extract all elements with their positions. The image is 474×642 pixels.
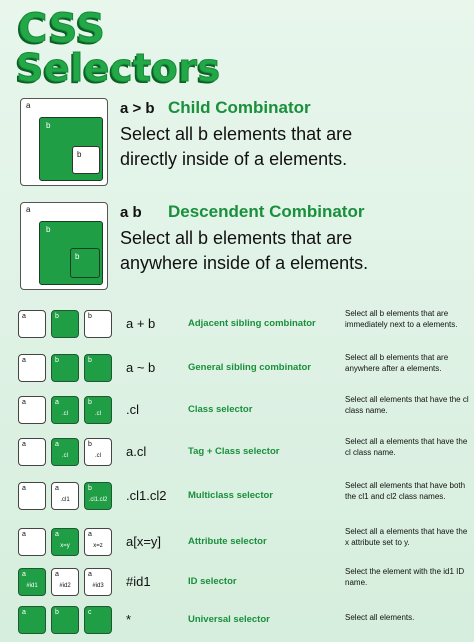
title-line-1: CSS <box>18 6 106 52</box>
row-name: ID selector <box>188 576 237 587</box>
row-selector: a + b <box>126 316 156 331</box>
example-box: a .cl1 <box>51 482 79 510</box>
example-box: a <box>18 354 46 382</box>
row-name: Attribute selector <box>188 536 267 547</box>
row-desc: Select all a elements that have the x attribute set to y. <box>345 527 468 547</box>
title-line-2: Selectors <box>16 46 221 90</box>
descendent-diagram: a b b <box>20 202 108 290</box>
example-box: a .cl <box>51 438 79 466</box>
diagram-label-b: b <box>46 121 51 130</box>
example-box: b <box>51 310 79 338</box>
descendent-desc-1: Select all b elements that are <box>120 228 353 248</box>
row-selector: .cl1.cl2 <box>126 488 167 503</box>
selector-row-general <box>18 354 474 388</box>
example-box: b <box>51 354 79 382</box>
row-desc: Select all elements. <box>345 613 415 622</box>
descendent-selector: a b <box>120 204 142 221</box>
row-desc: Select all elements that have the cl class name. <box>345 395 469 415</box>
example-box: a x=y <box>51 528 79 556</box>
diagram-box-b-child: b <box>72 146 100 174</box>
example-box: a .cl <box>51 396 79 424</box>
row-selector: a ~ b <box>126 360 156 375</box>
example-box: a #id1 <box>18 568 46 596</box>
selector-row-attribute <box>18 528 474 562</box>
diagram-label-a: a <box>26 101 31 110</box>
row-name: Multiclass selector <box>188 490 274 501</box>
row-selector: a[x=y] <box>126 534 162 549</box>
example-box: a <box>18 606 46 634</box>
example-box: c <box>84 606 112 634</box>
example-box: b .cl <box>84 396 112 424</box>
example-box: a x=z <box>84 528 112 556</box>
child-desc-2: directly inside of a elements. <box>120 149 348 169</box>
row-desc: Select all b elements that are immediately next to a elements. <box>345 309 458 329</box>
selector-row-adjacent <box>18 310 474 344</box>
row-desc: Select the element with the id1 ID name. <box>345 567 465 587</box>
example-box: b <box>84 310 112 338</box>
row-selector: a.cl <box>126 444 147 459</box>
selector-row-class <box>18 396 474 430</box>
example-box: a <box>18 482 46 510</box>
example-box: a <box>18 528 46 556</box>
selector-row-tag-class <box>18 438 474 472</box>
example-box: a #id3 <box>84 568 112 596</box>
child-name: Child Combinator <box>168 98 311 117</box>
row-desc: Select all elements that have both the cl1 and cl2 class names. <box>345 481 466 501</box>
child-diagram <box>20 98 108 186</box>
selector-row-multiclass <box>18 482 474 516</box>
example-box: b <box>84 354 112 382</box>
row-desc: Select all b elements that are anywhere after a elements. <box>345 353 449 373</box>
diagram-box-b: b b <box>39 221 103 285</box>
example-box: a <box>18 438 46 466</box>
descendent-name: Descendent Combinator <box>168 202 365 221</box>
example-box: a #id2 <box>51 568 79 596</box>
row-name: General sibling combinator <box>188 362 311 373</box>
example-box: b .cl1.cl2 <box>84 482 112 510</box>
example-box: b .cl <box>84 438 112 466</box>
selector-row-id <box>18 568 474 602</box>
row-selector: #id1 <box>126 574 151 589</box>
example-box: a <box>18 396 46 424</box>
row-selector: .cl <box>126 402 139 417</box>
descendent-desc-2: anywhere inside of a elements. <box>120 253 369 273</box>
diagram-box-b-descendent: b <box>70 248 100 278</box>
row-desc: Select all a elements that have the cl class name. <box>345 437 468 457</box>
diagram-box-b <box>39 117 103 181</box>
row-name: Tag + Class selector <box>188 446 280 457</box>
child-selector: a > b <box>120 100 155 117</box>
selector-row-universal <box>18 606 474 640</box>
row-name: Adjacent sibling combinator <box>188 318 316 329</box>
row-name: Universal selector <box>188 614 270 625</box>
row-selector: * <box>126 612 132 627</box>
child-desc-1: Select all b elements that are <box>120 124 353 144</box>
example-box: a <box>18 310 46 338</box>
row-name: Class selector <box>188 404 253 415</box>
example-box: b <box>51 606 79 634</box>
